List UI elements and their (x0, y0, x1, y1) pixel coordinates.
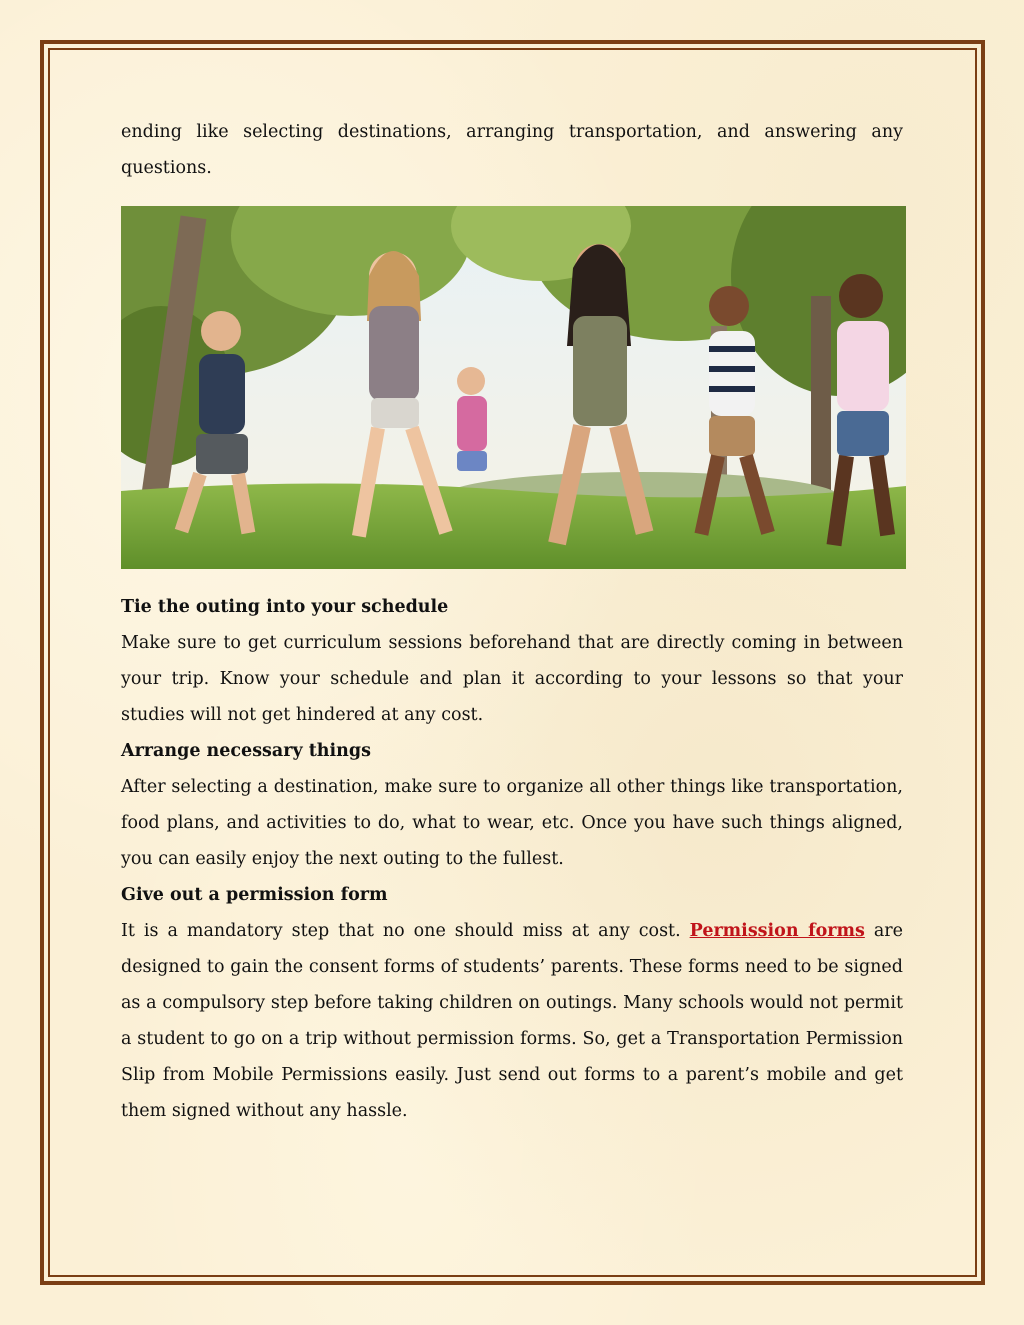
children-running-photo (121, 206, 906, 569)
section-heading-schedule: Tie the outing into your schedule (121, 597, 449, 617)
permission-text-before-link: It is a mandatory step that no one should miss at any cost. (121, 921, 690, 941)
section-heading-permission: Give out a permission form (121, 885, 388, 905)
section-heading-arrange: Arrange necessary things (121, 741, 371, 761)
section-paragraph-schedule: Make sure to get curriculum sessions beforehand that are directly coming in between your trip. Know your schedule and plan it according to your lessons so that your studies will not get hindered at any cost. (121, 633, 903, 725)
section-paragraph-arrange: After selecting a destination, make sure to organize all other things like transportation, food plans, and activities to do, what to wear, etc. Once you have such things aligned, you can easily enjoy the next outing to the fullest. (121, 777, 903, 869)
section-paragraph-permission (121, 913, 903, 1129)
document-body (121, 114, 903, 1129)
permission-forms-link[interactable]: Permission forms (689, 921, 865, 941)
permission-text-after-link: are designed to gain the consent forms of students’ parents. These forms need to be signed as a compulsory step before taking children on outings. Many schools would not permit a student to go on a trip without permission forms. So, get a Transportation Permission Slip from Mobile Permissions easily. Just send out forms to a parent’s mobile and get them signed without any hassle. (121, 921, 904, 1121)
intro-paragraph: ending like selecting destinations, arranging transportation, and answering any questions. (121, 122, 903, 178)
